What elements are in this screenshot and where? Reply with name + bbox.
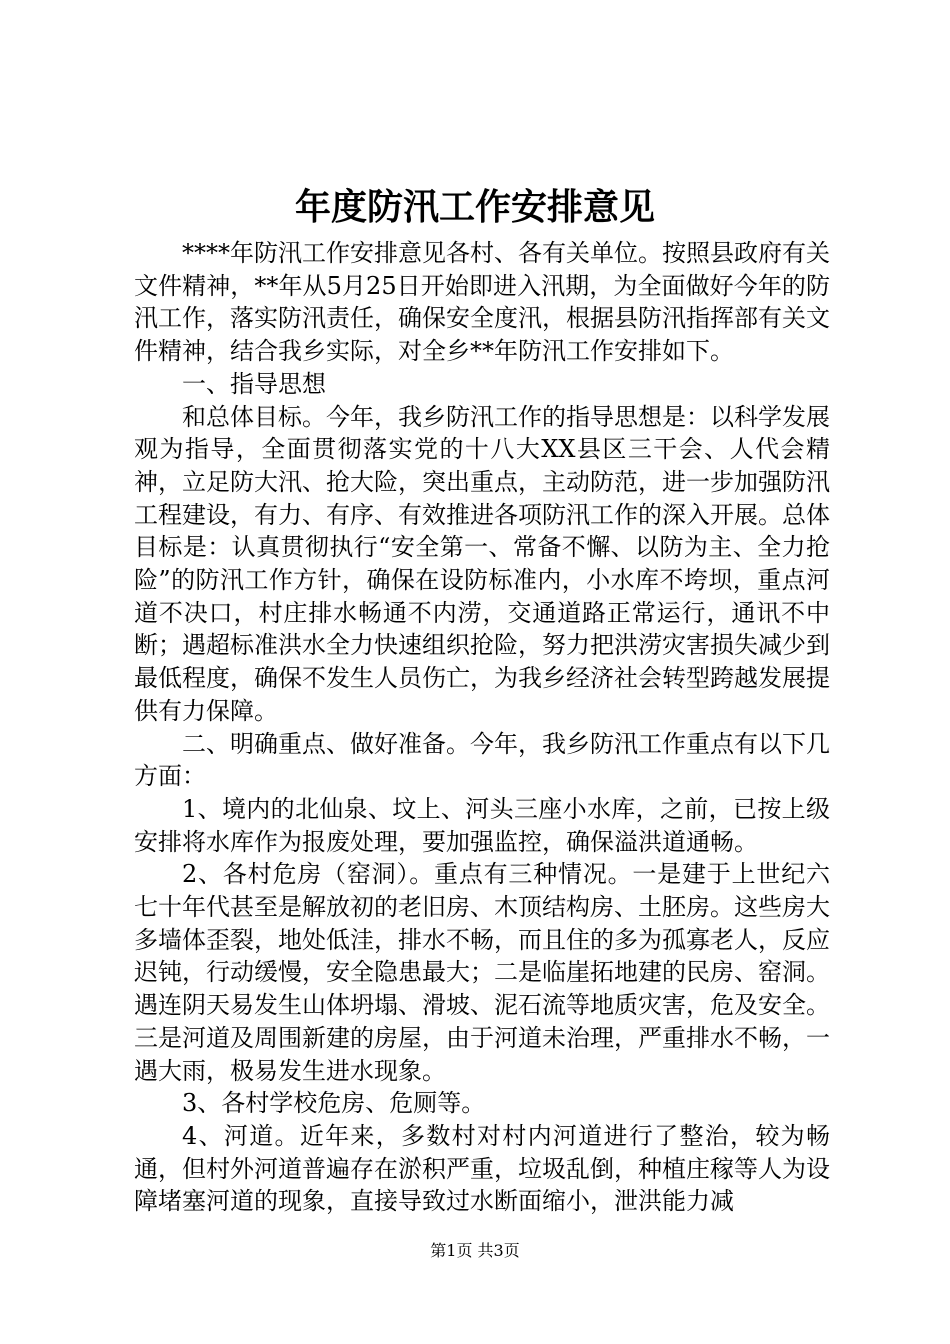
item-river-channels: 4、河道。近年来，多数村对村内河道进行了整治，较为畅通，但村外河道普遍存在淤积严重，垃圾乱倒，种植庄稼等人为设障堵塞河道的现象，直接导致过水断面缩小，泄洪能力减: [134, 1121, 830, 1216]
item-reservoirs: 1、境内的北仙泉、坟上、河头三座小水库，之前，已按上级安排将水库作为报废处理，要加强监控，确保溢洪道通畅。: [134, 794, 830, 856]
guiding-thought-paragraph: 和总体目标。今年，我乡防汛工作的指导思想是：以科学发展观为指导，全面贯彻落实党的十八大XX县区三干会、人代会精神，立足防大汛、抢大险，突出重点，主动防范，进一步加强防汛工程建设，有力、有序、有效推进各项防汛工作的深入开展。总体目标是：认真贯彻执行“安全第一、常备不懈、以防为主、全力抢险”的防汛工作方针，确保在设防标准内，小水库不垮坝，重点河道不决口，村庄排水畅通不内涝，交通道路正常运行，通讯不中断；遇超标准洪水全力快速组织抢险，努力把洪涝灾害损失减少到最低程度，确保不发生人员伤亡，为我乡经济社会转型跨越发展提供有力保障。: [134, 402, 830, 725]
item-schools: 3、各村学校危房、危厕等。: [182, 1089, 486, 1118]
document-title: 年度防汛工作安排意见: [294, 187, 655, 228]
intro-paragraph: ****年防汛工作安排意见各村、各有关单位。按照县政府有关文件精神，**年从5月25日开始即进入汛期，为全面做好今年的防汛工作，落实防汛责任，确保安全度汛，根据县防汛指挥部有关文件精神，结合我乡实际，对全乡**年防汛工作安排如下。: [134, 239, 830, 366]
item-dangerous-houses: 2、各村危房（窑洞）。重点有三种情况。一是建于上世纪六七十年代甚至是解放初的老旧房、木顶结构房、土胚房。这些房大多墙体歪裂，地处低洼，排水不畅，而且住的多为孤寡老人，反应迟钝，行动缓慢，安全隐患最大；二是临崖拓地建的民房、窑洞。遇连阴天易发生山体坍塌、滑坡、泥石流等地质灾害，危及安全。三是河道及周围新建的房屋，由于河道未治理，严重排水不畅，一遇大雨，极易发生进水现象。: [134, 860, 830, 1085]
page-footer: 第1页 共3页: [430, 1241, 520, 1260]
section-heading-key-points: 二、明确重点、做好准备。今年，我乡防汛工作重点有以下几方面：: [134, 729, 830, 791]
section-heading-guiding-thought: 一、指导思想: [182, 369, 326, 398]
document-body: [134, 237, 830, 1218]
